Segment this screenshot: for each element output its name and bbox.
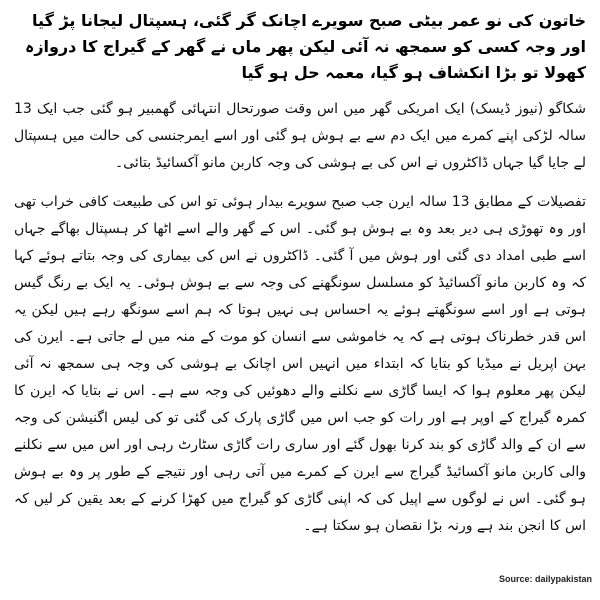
article-paragraph-details: تفصیلات کے مطابق 13 سالہ ایرن جب صبح سویرے بیدار ہوئی تو اس کی طبیعت کافی خراب تھی اور وہ تھوڑی ہی دیر بعد وہ بے ہوش ہو گئی۔ اس کے گھر والے اسے اٹھا کر ہسپتال بھاگے جہاں اسے طبی امداد دی گئی اور ہوش میں آ گئی۔ ڈاکٹروں نے اس کی بیماری کی وجہ بتاتے ہوئے کہا کہ وہ کاربن مانو آکسائیڈ کو مسلسل سونگھنے کی وجہ سے بے ہوش ہوئی۔ یہ ایک بے رنگ گیس ہوتی ہے اور اسے سونگھتے ہوئے یہ احساس ہی نہیں ہوتا کہ ہم اسے سونگھ رہے ہیں لیکن یہ اس قدر خطرناک ہوتی ہے کہ یہ خاموشی سے انسان کو موت کے منہ میں لے جاتی ہے۔ ایرن کی بہن اپریل نے میڈیا کو بتایا کہ ابتداء میں انہیں اس اچانک بے ہوشی کی وجہ ہی سمجھ نہ آئی لیکن پھر معلوم ہوا کہ ایسا گاڑی سے نکلنے والے دھوئیں کی وجہ سے ہے۔ اس نے بتایا کہ ایرن کا کمرہ گیراج کے اوپر ہے اور رات کو جب اس میں گاڑی پارک کی گئی تو کی لیس اگنیشن کی وجہ سے ان کے والد گاڑی کو بند کرنا بھول گئے اور ساری رات گاڑی سٹارٹ رہی اور اس میں سے نکلنے والی کاربن مانو آکسائیڈ گیراج سے ایرن کے کمرے میں آتی رہی اور نتیجے کے طور پر وہ بے ہوش ہو گئی۔ اس نے لوگوں سے اپیل کی کہ اپنی گاڑی کو گیراج میں کھڑا کرنے کے بعد یقین کر لیں کہ اس کا انجن بند ہے ورنہ بڑا نقصان ہو سکتا ہے۔ bbox=[14, 194, 586, 534]
source-credit: Source: dailypakistan bbox=[498, 574, 592, 584]
article-paragraph-intro: شکاگو (نیوز ڈیسک) ایک امریکی گھر میں اس وقت صورتحال انتہائی گھمبیر ہو گئی جب ایک 13 سالہ لڑکی اپنے کمرے میں ایک دم سے بے ہوش ہو گئی اور اسے ایمرجنسی کی حالت میں ہسپتال لے جایا گیا جہاں ڈاکٹروں نے اس کی بے ہوشی کی وجہ کاربن مانو آکسائیڈ بتائی۔ bbox=[14, 101, 586, 171]
article-headline: خاتون کی نو عمر بیٹی صبح سویرے اچانک گر گئی، ہسپتال لیجانا پڑ گیا اور وجہ کسی کو سمجھ نہ آئی لیکن پھر ماں نے گھر کے گیراج کا دروازہ کھولا تو بڑا انکشاف ہو گیا، معمہ حل ہو گیا bbox=[24, 11, 586, 82]
